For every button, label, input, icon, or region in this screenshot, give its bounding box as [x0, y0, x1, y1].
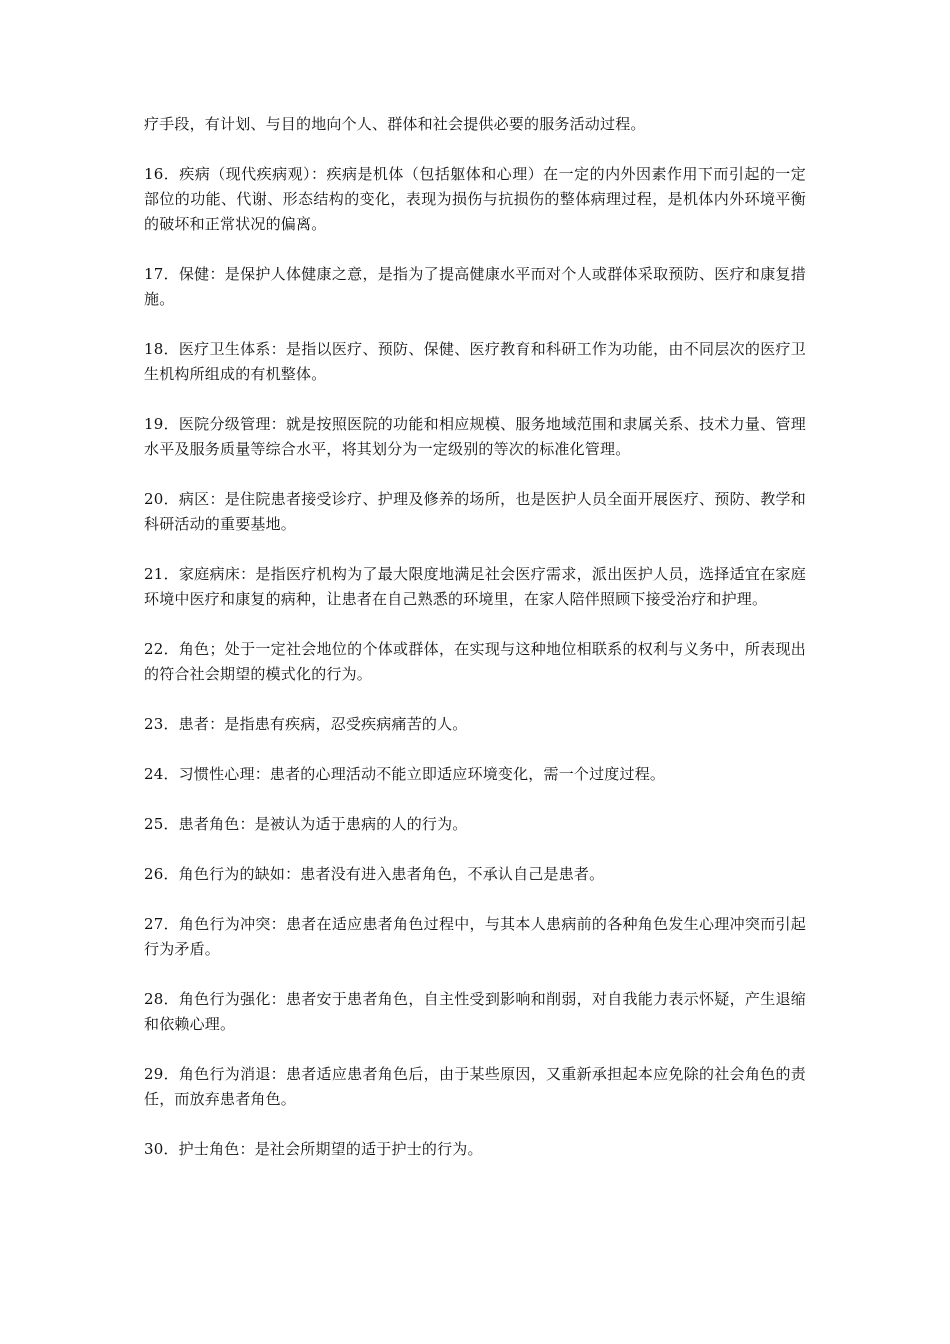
paragraph-term-23: 23．患者：是指患有疾病，忍受疾病痛苦的人。: [144, 715, 468, 733]
paragraph-continuation: 疗手段，有计划、与目的地向个人、群体和社会提供必要的服务活动过程。: [144, 115, 646, 133]
paragraph-term-26: 26．角色行为的缺如：患者没有进入患者角色，不承认自己是患者。: [144, 865, 605, 883]
paragraph-term-25: 25．患者角色：是被认为适于患病的人的行为。: [144, 815, 468, 833]
paragraph-term-27: 27．角色行为冲突：患者在适应患者角色过程中，与其本人患病前的各种角色发生心理冲突而引起行为矛盾。: [144, 915, 806, 958]
paragraph-term-29: 29．角色行为消退：患者适应患者角色后，由于某些原因，又重新承担起本应免除的社会角色的责任，而放弃患者角色。: [144, 1065, 806, 1108]
document-body: [144, 112, 806, 1187]
paragraph-term-19: 19．医院分级管理：就是按照医院的功能和相应规模、服务地域范围和隶属关系、技术力量、管理水平及服务质量等综合水平，将其划分为一定级别的等次的标准化管理。: [144, 415, 806, 458]
paragraph-term-17: 17．保健：是保护人体健康之意，是指为了提高健康水平而对个人或群体采取预防、医疗和康复措施。: [144, 265, 806, 308]
paragraph-term-22: 22．角色；处于一定社会地位的个体或群体，在实现与这种地位相联系的权利与义务中，所表现出的符合社会期望的模式化的行为。: [144, 640, 806, 683]
paragraph-term-18: 18．医疗卫生体系：是指以医疗、预防、保健、医疗教育和科研工作为功能，由不同层次的医疗卫生机构所组成的有机整体。: [144, 340, 806, 383]
paragraph-term-21: 21．家庭病床：是指医疗机构为了最大限度地满足社会医疗需求，派出医护人员，选择适宜在家庭环境中医疗和康复的病种，让患者在自己熟悉的环境里，在家人陪伴照顾下接受治疗和护理。: [144, 565, 806, 608]
paragraph-term-28: 28．角色行为强化：患者安于患者角色，自主性受到影响和削弱，对自我能力表示怀疑，产生退缩和依赖心理。: [144, 990, 806, 1033]
paragraph-term-30: 30．护士角色：是社会所期望的适于护士的行为。: [144, 1140, 483, 1158]
paragraph-term-24: 24．习惯性心理：患者的心理活动不能立即适应环境变化，需一个过度过程。: [144, 765, 666, 783]
paragraph-term-16: 16．疾病（现代疾病观）：疾病是机体（包括躯体和心理）在一定的内外因素作用下而引起的一定部位的功能、代谢、形态结构的变化，表现为损伤与抗损伤的整体病理过程，是机体内外环境平衡的破坏和正常状况的偏离。: [144, 165, 806, 233]
paragraph-term-20: 20．病区：是住院患者接受诊疗、护理及修养的场所，也是医护人员全面开展医疗、预防、教学和科研活动的重要基地。: [144, 490, 806, 533]
